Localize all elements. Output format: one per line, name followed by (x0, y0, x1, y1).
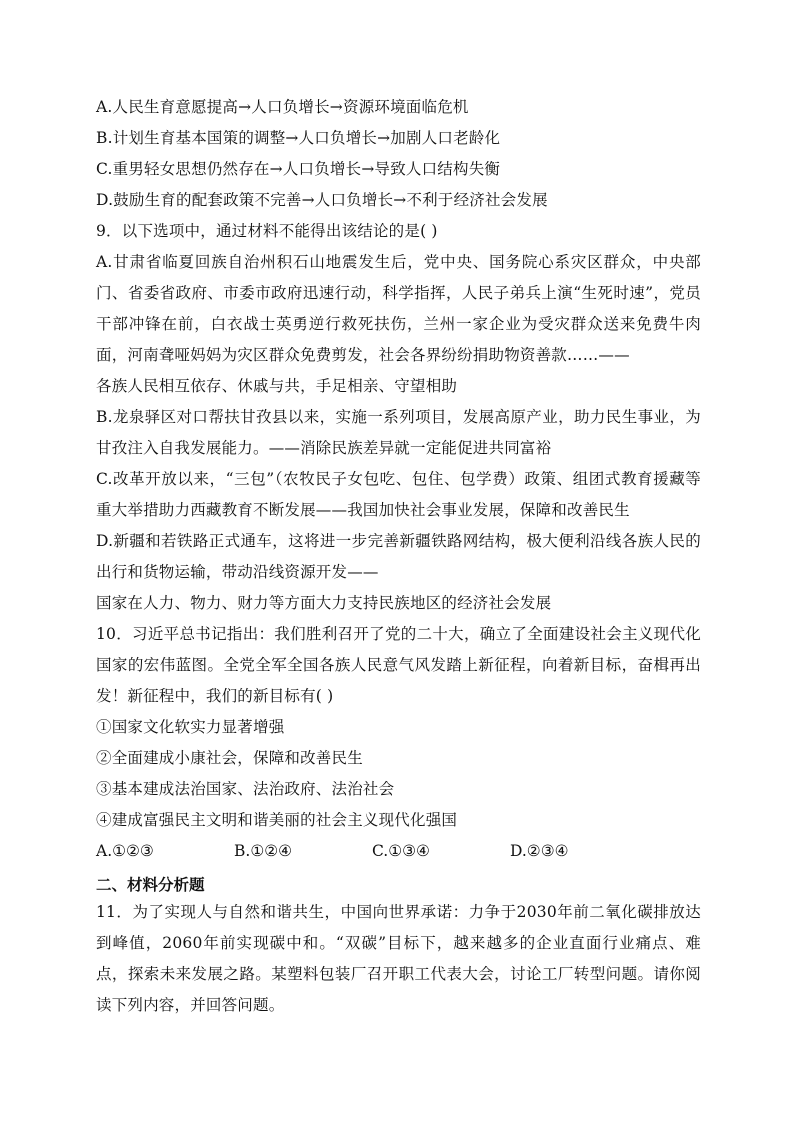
q10-choice-d[interactable]: D.②③④ (510, 842, 569, 860)
q10-choice-a[interactable]: A.①②③ (96, 842, 154, 860)
q8-option-c: C.重男轻女思想仍然存在→人口负增长→导致人口结构失衡 (96, 160, 501, 178)
q9-option-c: C.改革开放以来，“三包”（农牧民子女包吃、包住、包学费）政策、组团式教育援藏等重大举措助力西藏教育不断发展——我国加快社会事业发展，保障和改善民生 (96, 470, 701, 519)
q10-choice-b[interactable]: B.①②④ (234, 842, 293, 860)
q9-option-a: A.甘肃省临夏回族自治州积石山地震发生后，党中央、国务院心系灾区群众，中央部门、省委省政府、市委市政府迅速行动，科学指挥，人民子弟兵上演“生死时速”，党员干部冲锋在前，白衣战士英勇逆行救死扶伤，兰州一家企业为受灾群众送来免费牛肉面，河南聋哑妈妈为灾区群众免费剪发，社会各界纷纷捐助物资善款……—— (96, 253, 701, 364)
q11-stem: 11．为了实现人与自然和谐共生，中国向世界承诺：力争于2030年前二氧化碳排放达到峰值，2060年前实现碳中和。“双碳”目标下，越来越多的企业直面行业痛点、难点，探索未来发展之路。某塑料包装厂召开职工代表大会，讨论工厂转型问题。请你阅读下列内容，并回答问题。 (96, 903, 701, 1014)
exam-page (96, 92, 701, 1021)
q10-item-3: ③基本建成法治国家、法治政府、法治社会 (96, 780, 395, 798)
q9-option-d-conclusion: 国家在人力、物力、财力等方面大力支持民族地区的经济社会发展 (96, 594, 552, 612)
q10-choices (96, 836, 701, 867)
section-heading: 二、材料分析题 (96, 876, 205, 894)
q9-stem: 9．以下选项中，通过材料不能得出该结论的是( ) (96, 222, 438, 240)
q10-item-2: ②全面建成小康社会，保障和改善民生 (96, 749, 363, 767)
q9-option-b: B.龙泉驿区对口帮扶甘孜县以来，实施一系列项目，发展高原产业，助力民生事业，为甘孜注入自我发展能力。——消除民族差异就一定能促进共同富裕 (96, 408, 701, 457)
q8-option-a: A.人民生育意愿提高→人口负增长→资源环境面临危机 (96, 98, 469, 116)
q8-option-b: B.计划生育基本国策的调整→人口负增长→加剧人口老龄化 (96, 129, 501, 147)
q9-option-d: D.新疆和若铁路正式通车，这将进一步完善新疆铁路网结构，极大便利沿线各族人民的出行和货物运输，带动沿线资源开发—— (96, 532, 701, 581)
q10-stem: 10．习近平总书记指出：我们胜利召开了党的二十大，确立了全面建设社会主义现代化国家的宏伟蓝图。全党全军全国各族人民意气风发踏上新征程，向着新目标，奋楫再出发！新征程中，我们的新目标有( ) (96, 625, 701, 705)
q8-option-d: D.鼓励生育的配套政策不完善→人口负增长→不利于经济社会发展 (96, 191, 548, 209)
q10-choice-c[interactable]: C.①③④ (372, 842, 430, 860)
q10-item-1: ①国家文化软实力显著增强 (96, 718, 285, 736)
q10-item-4: ④建成富强民主文明和谐美丽的社会主义现代化强国 (96, 811, 458, 829)
q9-option-a-conclusion: 各族人民相互依存、休戚与共，手足相亲、守望相助 (96, 377, 458, 395)
